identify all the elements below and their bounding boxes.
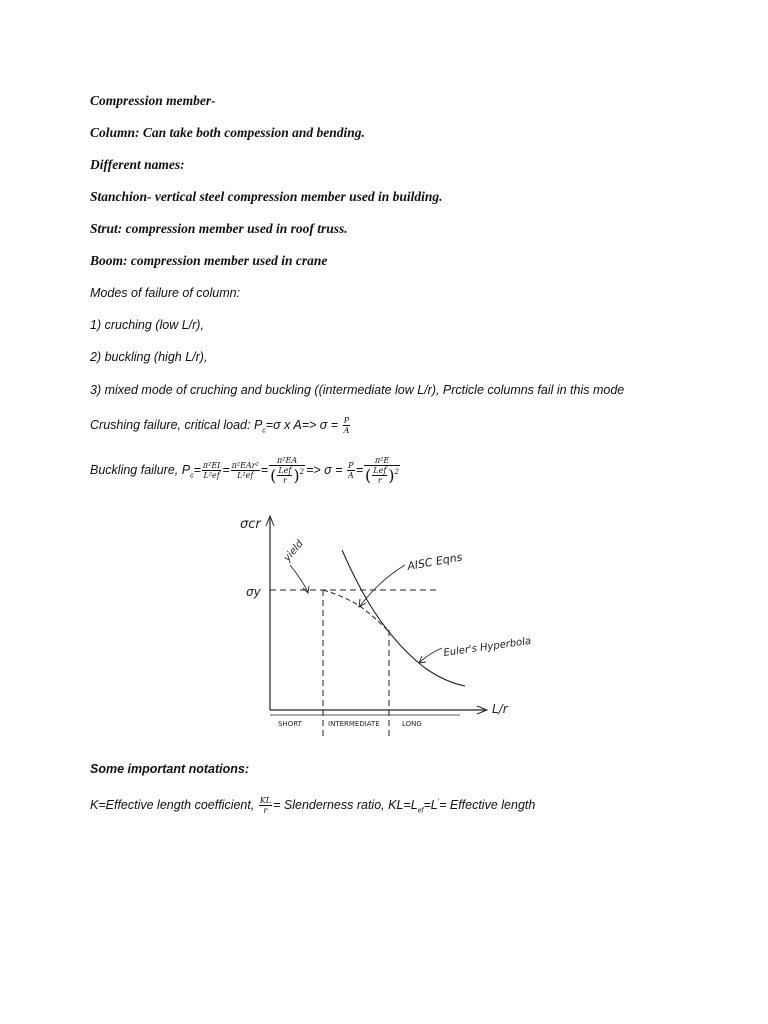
- failure-mode-3: 3) mixed mode of cruching and buckling ((intermediate low L/r), Prcticle columns fail in this mode: [90, 383, 625, 397]
- different-names-heading: Different names:: [90, 157, 185, 172]
- buckling-frac-1: [202, 461, 221, 480]
- crushing-failure-equation: [90, 416, 351, 435]
- crushing-sub-c: c: [262, 427, 266, 435]
- euler-hyperbola: [342, 550, 465, 686]
- crushing-prefix: Crushing failure, critical load: P: [90, 417, 263, 432]
- l-prime-text: =L: [423, 797, 438, 812]
- y-axis-label: σcr: [240, 517, 261, 532]
- buckling-f5-square: 2: [394, 467, 400, 476]
- slenderness-text: = Slenderness ratio, KL=L: [273, 797, 418, 812]
- crushing-frac-num: P: [343, 416, 350, 425]
- buckling-frac-3: [269, 456, 305, 485]
- region-long-label: LONG: [402, 720, 422, 728]
- notations-heading: Some important notations:: [90, 762, 250, 776]
- slenderness-fraction: [259, 796, 272, 815]
- region-short-label: SHORT: [278, 720, 302, 728]
- l-ef-sub: ef: [417, 807, 424, 815]
- buckling-eq-2: =: [222, 462, 230, 477]
- buckling-sub-c: c: [190, 472, 194, 480]
- fy-label: σy: [246, 585, 261, 599]
- modes-of-failure-heading: Modes of failure of column:: [90, 286, 241, 300]
- boom-definition: Boom: compression member used in crane: [90, 253, 328, 268]
- buckling-f3-inner-den: r: [282, 476, 287, 485]
- euler-pointer-arrow: [420, 648, 442, 662]
- x-axis-label: L/r: [492, 702, 508, 716]
- buckling-frac-2: [231, 461, 260, 480]
- stanchion-definition: Stanchion- vertical steel compression member used in building.: [90, 189, 443, 204]
- buckling-eq-3: =: [260, 462, 269, 477]
- buckling-f1-den: L²ef: [203, 471, 220, 480]
- buckling-f3-square: 2: [299, 467, 305, 476]
- buckling-failure-equation: [90, 456, 401, 485]
- buckling-f5-inner-den: r: [377, 476, 382, 485]
- effective-length-text: = Effective length: [439, 797, 536, 812]
- buckling-f3-inner-num: Lef: [278, 466, 292, 475]
- buckling-f4-den: A: [347, 471, 354, 480]
- buckling-frac-5: [364, 456, 400, 485]
- buckling-f5-den: ( $\frac{\text{Lef}}{r}$ )$^2$: [365, 466, 400, 485]
- notation-line: [90, 796, 535, 815]
- aisc-label: AISC Eqns: [406, 550, 464, 573]
- failure-mode-2: 2) buckling (high L/r),: [90, 350, 208, 364]
- buckling-f2-num: π²EAr²: [231, 461, 259, 470]
- buckling-f3-den: ( $\frac{\text{Lef}}{r}$ )$^2$: [270, 466, 305, 485]
- crushing-rest: =σ x A=> σ =: [265, 417, 342, 432]
- column-definition: Column: Can take both compession and bending.: [90, 125, 365, 140]
- buckling-arrow: => σ =: [306, 462, 346, 477]
- buckling-f5-inner-num: Lef: [373, 466, 387, 475]
- region-intermediate-label: INTERMEDIATE: [328, 720, 380, 728]
- buckling-frac-4: [347, 461, 355, 480]
- buckling-f3-num: π²EA: [269, 456, 305, 466]
- yield-pointer-arrow: [290, 565, 308, 592]
- column-failure-sketch: [230, 510, 550, 745]
- yield-label: yield: [281, 538, 306, 564]
- buckling-eq-1: =: [193, 462, 201, 477]
- strut-definition: Strut: compression member used in roof truss.: [90, 221, 348, 236]
- aisc-curve: [323, 590, 389, 632]
- buckling-eq-4: =: [355, 462, 364, 477]
- crushing-frac-den: A: [343, 426, 350, 435]
- buckling-f4-num: P: [348, 461, 354, 470]
- buckling-prefix: Buckling failure, P: [90, 462, 191, 477]
- euler-label: Euler's Hyperbola: [442, 635, 532, 659]
- prime-mark: ′: [437, 798, 440, 806]
- crushing-fraction: [343, 416, 351, 435]
- slenderness-frac-num: KL: [259, 796, 272, 805]
- buckling-f1-num: π²EI: [202, 461, 221, 470]
- heading-compression-member: Compression member-: [90, 93, 216, 108]
- failure-mode-1: 1) cruching (low L/r),: [90, 318, 204, 332]
- slenderness-frac-den: r: [263, 806, 268, 815]
- buckling-f2-den: L²ef: [237, 471, 254, 480]
- k-definition: K=Effective length coefficient,: [90, 797, 258, 812]
- buckling-f5-num: π²E: [364, 456, 400, 466]
